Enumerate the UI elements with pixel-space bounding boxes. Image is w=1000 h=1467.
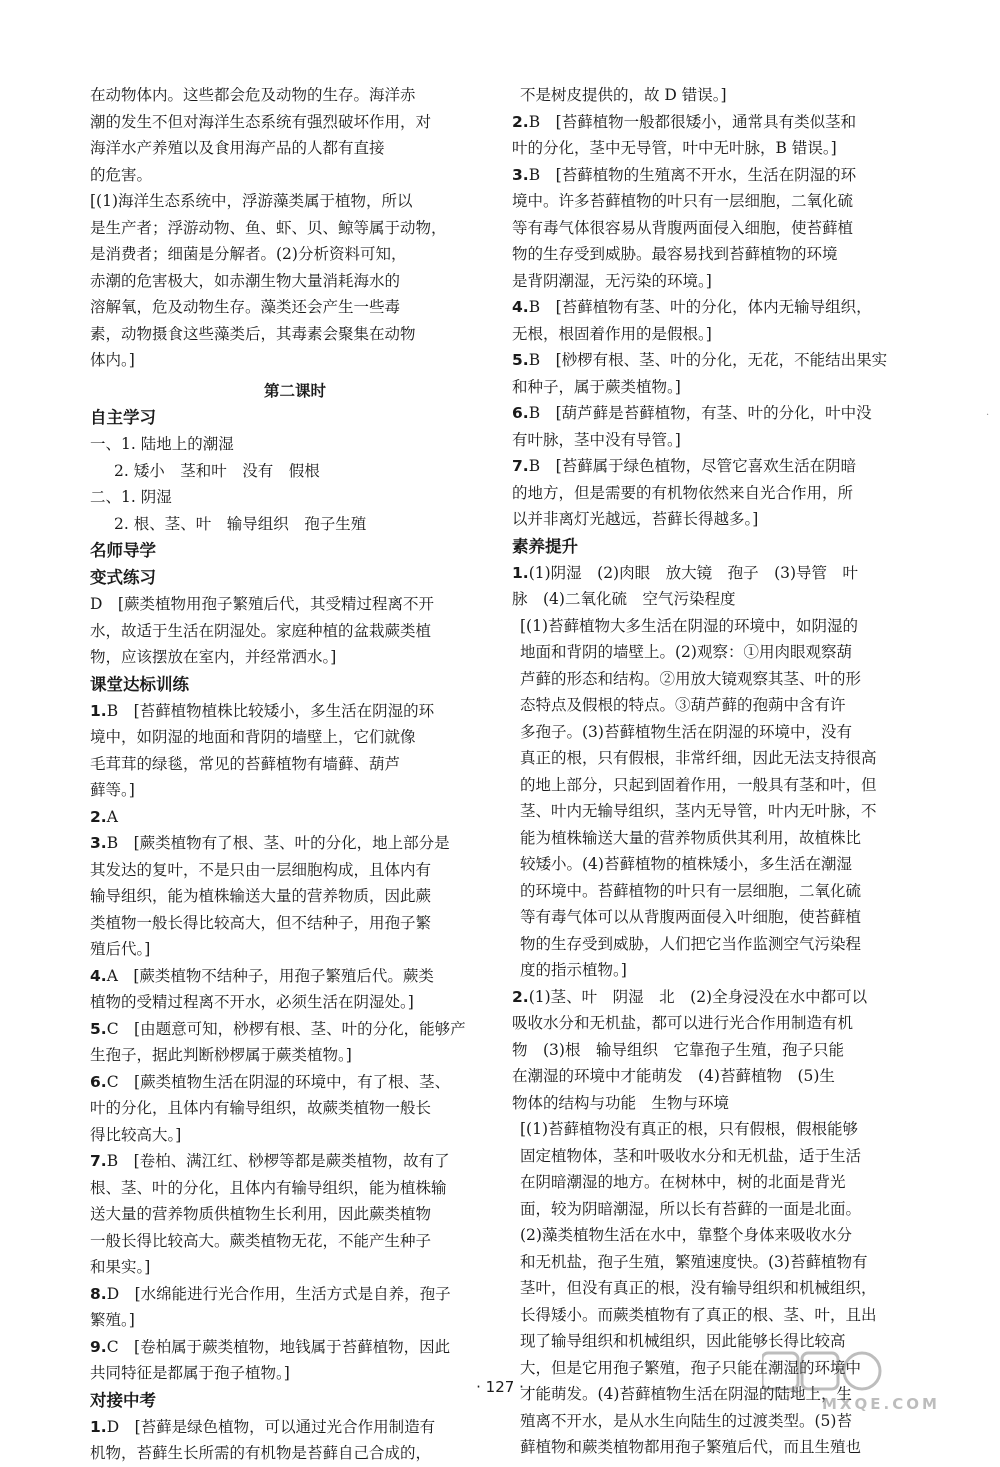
item-number: 3.	[512, 165, 529, 184]
answer-item	[90, 963, 500, 1016]
answer-line: 类植物一般长得比较高大，但不结种子，用孢子繁	[90, 913, 432, 932]
answer-line	[512, 984, 924, 1011]
answer-line: 境中。许多苔藓植物的叶只有一层细胞，二氧化硫	[512, 192, 854, 210]
explanation-line: 是消费者；细菌是分解者。(2)分析资料可知，	[90, 245, 407, 263]
answer-item	[90, 830, 500, 963]
answer-text: B [桫椤有根、茎、叶的分化，无花，不能结出果实	[528, 351, 888, 369]
continuation-line: 不是树皮提供的，故 D 错误。]	[520, 86, 727, 104]
self-study-line: 二、1. 阴湿	[90, 488, 172, 506]
answer-line: 是背阴潮湿，无污染的环境。]	[512, 271, 712, 290]
explanation-line: 的环境中。苔藓植物的叶只有一层细胞，二氧化硫	[520, 881, 862, 900]
answer-line: 毛茸茸的绿毯，常见的苔藓植物有墙藓、葫芦	[90, 754, 401, 773]
item-number: 3.	[90, 834, 107, 852]
answer-text: A	[106, 807, 118, 826]
item-number: 8.	[90, 1284, 107, 1303]
answer-line: 吸收水分和无机盐，都可以进行光合作用制造有机	[512, 1014, 854, 1032]
answer-line: 以并非离灯光越远，苔藓长得越多。]	[512, 510, 759, 528]
answer-text: B [苔藓植物有茎、叶的分化，体内无输导组织，	[528, 298, 872, 316]
explanation-line: 赤潮的危害极大，如赤潮生物大量消耗海水的	[90, 271, 401, 290]
explanation-line: 度的指示植物。]	[520, 961, 627, 979]
answer-line	[90, 1148, 500, 1175]
explanation-line: 茎叶，但没有真正的根，没有输导组织和机械组织，	[520, 1279, 877, 1297]
intro-line: 在动物体内。这些都会危及动物的生存。海洋赤	[90, 86, 416, 104]
variant-answer-line: D [蕨类植物用孢子繁殖后代，其受精过程离不开	[90, 595, 434, 613]
item-number: 6.	[90, 1072, 107, 1091]
explanation-line: 的地上部分，只起到固着作用，一般具有茎和叶，但	[520, 775, 877, 794]
answer-text: D [水绵能进行光合作用，生活方式是自养，孢子	[106, 1284, 451, 1303]
answer-item	[512, 162, 924, 295]
left-column	[90, 82, 500, 1467]
answer-line: 在潮湿的环境中才能萌发 (4)苔藓植物 (5)生	[512, 1067, 835, 1085]
answer-item	[90, 1069, 500, 1149]
answer-line: 殖后代。]	[90, 940, 151, 958]
answer-line	[90, 698, 500, 725]
variant-answer-line: 物，应该摆放在室内，并经常洒水。]	[90, 648, 337, 666]
answer-line	[90, 830, 500, 857]
answer-item	[512, 109, 924, 162]
answer-item	[512, 453, 924, 533]
answer-line	[90, 1414, 500, 1441]
answer-line	[512, 560, 924, 587]
answer-line	[512, 347, 924, 374]
answer-item	[90, 698, 500, 804]
answer-item	[90, 804, 500, 831]
answer-line	[90, 963, 500, 990]
answer-line: 物的生存受到威胁。最容易找到苔藓植物的环境	[512, 245, 838, 263]
explanation-line: 现了输导组织和机械组织，因此能够长得比较高	[520, 1332, 846, 1350]
answer-line: 的地方，但是需要的有机物依然来自光合作用，所	[512, 483, 854, 502]
answer-item	[90, 1281, 500, 1334]
explanation-line: 在阴暗潮湿的地方。在树林中，树的北面是背光	[520, 1173, 846, 1191]
answer-line: 机物，苔藓生长所需的有机物是苔藓自己合成的，	[90, 1444, 432, 1462]
answer-item	[512, 294, 924, 347]
right-column	[512, 82, 924, 1461]
explanation-line: 殖离不开水，是从水生向陆生的过渡类型。(5)苔	[520, 1411, 852, 1430]
explanation-line: 多孢子。(3)苔藓植物生活在阴湿的环境中，没有	[520, 722, 852, 741]
answer-text: C [由题意可知，桫椤有根、茎、叶的分化，能够产	[106, 1019, 466, 1038]
explanation-line: 大，但是它用孢子繁殖，孢子只能在潮湿的环境中	[520, 1358, 862, 1377]
item-number: 1.	[512, 563, 529, 582]
explanation-line: 固定植物体，茎和叶吸收水分和无机盐，适于生活	[520, 1146, 862, 1165]
answer-line	[512, 109, 924, 136]
answer-text: C [蕨类植物生活在阴湿的环境中，有了根、茎、	[106, 1072, 451, 1091]
answer-line: 繁殖。]	[90, 1311, 135, 1329]
answer-line	[90, 1281, 500, 1308]
item-number: 6.	[512, 404, 529, 422]
intro-line: 潮的发生不但对海洋生态系统有强烈破坏作用，对	[90, 112, 432, 131]
answer-line: 境中，如阴湿的地面和背阴的墙壁上，它们就像	[90, 728, 416, 746]
explanation-line: 体内。]	[90, 351, 135, 369]
answer-line: 叶的分化，且体内有输导组织，故蕨类植物一般长	[90, 1099, 432, 1117]
intro-line: 海洋水产养殖以及食用海产品的人都有直接	[90, 139, 385, 157]
explanation-line: 素，动物摄食这些藻类后，其毒素会聚集在动物	[90, 324, 416, 343]
page-number: · 127 ·	[476, 1378, 524, 1396]
self-study-line: 一、1. 陆地上的潮湿	[90, 435, 234, 453]
item-number: 5.	[512, 351, 529, 369]
item-number: 1.	[90, 701, 107, 720]
self-study-line: 2. 矮小 茎和叶 没有 假根	[114, 461, 320, 480]
explanation-line: [(1)苔藓植物没有真正的根，只有假根，假根能够	[520, 1120, 859, 1138]
answer-item	[512, 400, 924, 453]
answer-text: (1)阴湿 (2)肉眼 放大镜 孢子 (3)导管 叶	[528, 563, 859, 582]
variant-answer-line: 水，故适于生活在阴湿处。家庭种植的盆栽蕨类植	[90, 621, 432, 640]
answer-line: 得比较高大。]	[90, 1125, 182, 1144]
answer-item	[90, 1016, 500, 1069]
explanation-line: 长得矮小。而蕨类植物有了真正的根、茎、叶，且出	[520, 1305, 877, 1324]
answer-line	[90, 1016, 500, 1043]
answer-line: 和果实。]	[90, 1258, 151, 1276]
answer-line: 生孢子，据此判断桫椤属于蕨类植物。]	[90, 1046, 352, 1064]
subheading-exam: 对接中考	[90, 1390, 156, 1410]
explanation-line: (2)藻类植物生活在水中，靠整个身体来吸收水分	[520, 1226, 852, 1244]
answer-line	[90, 1334, 500, 1361]
explanation-line: 较矮小。(4)苔藓植物的植株矮小，多生活在潮湿	[520, 855, 852, 873]
answer-line	[512, 162, 924, 189]
section-heading-improve: 素养提升	[512, 536, 578, 556]
answer-line: 根、茎、叶的分化，且体内有输导组织，能为植株输	[90, 1178, 447, 1197]
item-number: 7.	[90, 1152, 107, 1170]
explanation-line: 面，较为阴暗潮湿，所以长有苔藓的一面是北面。	[520, 1199, 862, 1218]
item-number: 2.	[512, 987, 529, 1006]
section-heading-self-study: 自主学习	[90, 408, 156, 427]
explanation-line: 是生产者；浮游动物、鱼、虾、贝、鲸等属于动物，	[90, 218, 447, 237]
answer-line: 其发达的复叶，不是只由一层细胞构成，且体内有	[90, 860, 432, 879]
answer-text: B [葫芦藓是苔藓植物，有茎、叶的分化，叶中没	[528, 404, 872, 422]
answer-line	[90, 804, 500, 831]
item-number: 4.	[90, 966, 107, 985]
answer-line: 藓等。]	[90, 781, 135, 799]
explanation-line: 等有毒气体可以从背腹两面侵入叶细胞，使苔藓植	[520, 908, 862, 926]
answer-line	[512, 400, 924, 427]
item-number: 7.	[512, 457, 529, 475]
item-number: 1.	[90, 1417, 107, 1436]
explanation-line: 才能萌发。(4)苔藓植物生活在阴湿的陆地上，生	[520, 1385, 852, 1403]
answer-text: B [苔藓属于绿色植物，尽管它喜欢生活在阴暗	[528, 457, 857, 475]
intro-line: 的危害。	[90, 165, 153, 184]
item-number: 4.	[512, 298, 529, 316]
explanation-line: 茎、叶内无输导组织，茎内无导管，叶内无叶脉，不	[520, 802, 877, 820]
answer-item	[512, 347, 924, 400]
answer-text: (1)茎、叶 阴湿 北 (2)全身浸没在水中都可以	[528, 987, 868, 1006]
answer-item	[512, 560, 924, 613]
answer-line: 一般长得比较高大。蕨类植物无花，不能产生种子	[90, 1231, 432, 1250]
subheading-variant: 变式练习	[90, 568, 156, 587]
watermark-logo	[762, 1351, 992, 1413]
answer-text: A [蕨类植物不结种子，用孢子繁殖后代。蕨类	[106, 966, 434, 985]
answer-line: 输导组织，能为植株输送大量的营养物质，因此蕨	[90, 887, 432, 905]
answer-item	[90, 1414, 500, 1467]
answer-line: 物体的结构与功能 生物与环境	[512, 1093, 730, 1112]
item-number: 2.	[512, 112, 529, 131]
answer-text: B [卷柏、满江红、桫椤等都是蕨类植物，故有了	[106, 1152, 450, 1170]
answer-line	[90, 1069, 500, 1096]
subheading-class-training: 课堂达标训练	[90, 674, 189, 694]
answer-text: B [苔藓植物一般都很矮小，通常具有类似茎和	[528, 112, 857, 131]
answer-line: 共同特征是都属于孢子植物。]	[90, 1364, 290, 1382]
answer-text: D [苔藓是绿色植物，可以通过光合作用制造有	[106, 1417, 436, 1436]
explanation-line: 物的生存受到威胁，人们把它当作监测空气污染程	[520, 934, 862, 953]
answer-line: 等有毒气体很容易从背腹两面侵入细胞，使苔藓植	[512, 218, 854, 237]
answer-line: 植物的受精过程离不开水，必须生活在阴湿处。]	[90, 993, 414, 1011]
lesson-heading: 第二课时	[263, 381, 326, 400]
answer-line	[512, 453, 924, 480]
answer-line: 和种子，属于蕨类植物。]	[512, 377, 681, 396]
answer-line: 物 (3)根 输导组织 它靠孢子生殖，孢子只能	[512, 1040, 844, 1059]
answer-line	[512, 294, 924, 321]
explanation-line: [(1)苔藓植物大多生活在阴湿的环境中，如阴湿的	[520, 616, 859, 635]
answer-item	[512, 984, 924, 1117]
explanation-line: 芦藓的形态和结构。②用放大镜观察其茎、叶的形	[520, 669, 862, 688]
answer-item	[90, 1148, 500, 1281]
explanation-line: 溶解氧，危及动物生存。藻类还会产生一些毒	[90, 298, 401, 316]
answer-line: 无根，根固着作用的是假根。]	[512, 324, 712, 343]
answer-text: B [苔藓植物的生殖离不开水，生活在阴湿的环	[528, 165, 857, 184]
answer-text: C [卷柏属于蕨类植物，地钱属于苔藓植物，因此	[106, 1337, 451, 1356]
item-number: 2.	[90, 807, 107, 826]
answer-text: B [蕨类植物有了根、茎、叶的分化，地上部分是	[106, 834, 450, 852]
explanation-line: 能为植株输送大量的营养物质供其利用，故植株比	[520, 828, 862, 847]
margin-mark: ·	[986, 410, 990, 421]
answer-text: B [苔藓植物植株比较矮小，多生活在阴湿的环	[106, 701, 435, 720]
explanation-line: 地面和背阴的墙壁上。(2)观察：①用肉眼观察葫	[520, 643, 852, 661]
explanation-line: 和无机盐，孢子生殖，繁殖速度快。(3)苔藓植物有	[520, 1252, 868, 1271]
item-number: 9.	[90, 1337, 107, 1356]
section-heading-guide: 名师导学	[90, 541, 156, 560]
item-number: 5.	[90, 1019, 107, 1038]
watermark-url: MXQE.COM	[822, 1395, 940, 1413]
explanation-line: 态特点及假根的特点。③葫芦藓的孢蒴中含有许	[520, 696, 846, 714]
explanation-line: [(1)海洋生态系统中，浮游藻类属于植物，所以	[90, 192, 413, 210]
explanation-line: 真正的根，只有假根，非常纤细，因此无法支持很高	[520, 749, 877, 767]
answer-line: 送大量的营养物质供植物生长利用，因此蕨类植物	[90, 1205, 432, 1223]
answer-line: 有叶脉，茎中没有导管。]	[512, 430, 681, 449]
answer-line: 叶的分化，茎中无导管，叶中无叶脉，B 错误。]	[512, 139, 837, 157]
answer-line: 脉 (4)二氧化硫 空气污染程度	[512, 590, 736, 608]
explanation-line: 藓植物和蕨类植物都用孢子繁殖后代，而且生殖也	[520, 1438, 862, 1456]
self-study-line: 2. 根、茎、叶 输导组织 孢子生殖	[114, 514, 367, 533]
